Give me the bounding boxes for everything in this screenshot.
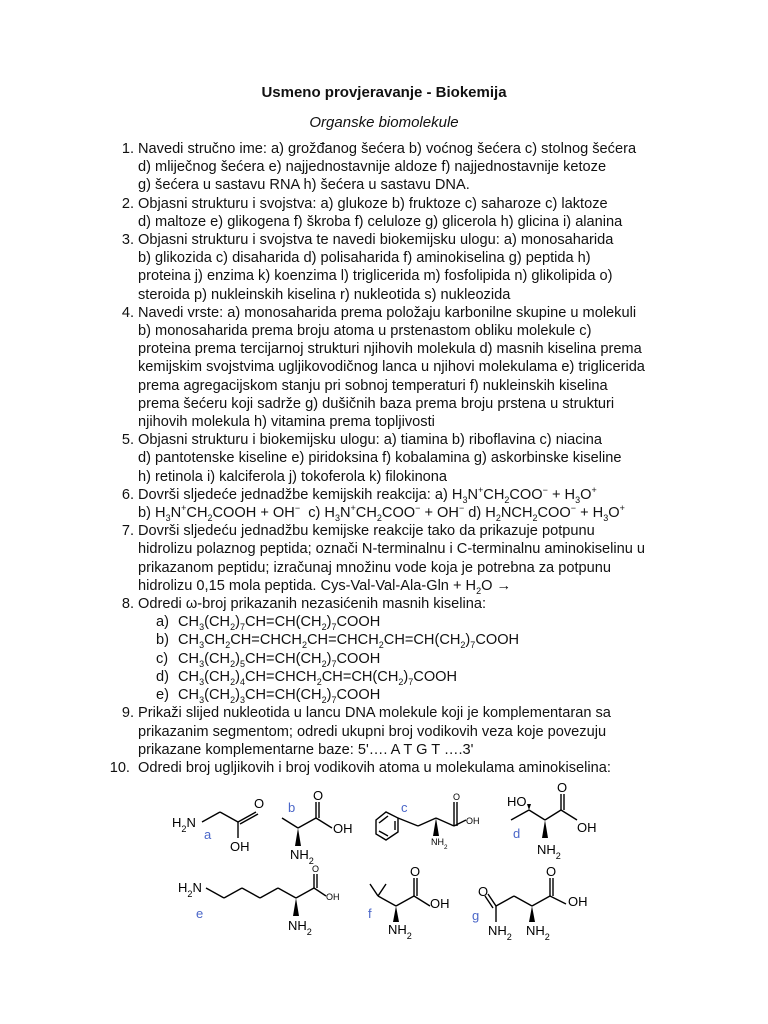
question-text: Dovrši sljedeću jednadžbu kemijske reakcije tako da prikazuje potpunu hidrolizu polaznog peptida; označi N-terminalnu i C-terminalnu aminokiselinu u prikazanom peptidu; izračunaj množinu vode koja je potrebna za potpunu hidrolizu 0,15 mola peptida. $Cys-Val-Val-Ala-Gln + H_2O$ → [138, 523, 645, 596]
alanine-structure [270, 788, 370, 866]
hydroxyl-group: OH [568, 894, 588, 909]
item-letter: c) [156, 650, 169, 667]
question-list [108, 140, 708, 777]
hydroxyl-group: OH [466, 816, 480, 826]
question-5 [108, 431, 708, 486]
molecule-label: c [401, 800, 408, 815]
asparagine-structure [466, 866, 606, 940]
threonine-structure [505, 780, 615, 862]
glycine-structure [170, 796, 270, 856]
item-letter: e) [156, 687, 169, 704]
question-9 [108, 704, 708, 759]
fatty-acid-item [156, 686, 708, 704]
question-number: 3. [121, 232, 134, 249]
molecule-label: g [472, 908, 480, 923]
fatty-acid-list [108, 613, 708, 704]
molecule-threonine [505, 780, 615, 867]
fatty-acid-formula: $CH_3CH_2CH=CHCH_2CH=CHCH_2CH=CH(CH_2)_7COOH$ [178, 632, 520, 651]
question-number: 5. [121, 432, 134, 449]
amine-group: $NH_2$ [431, 837, 448, 851]
fatty-acid-formula: $CH_3(CH_2)_7CH=CH(CH_2)_7COOH$ [178, 614, 381, 633]
carbonyl-oxygen: O [557, 780, 568, 795]
question-number: 2. [121, 195, 134, 212]
document-subtitle: Organske biomolekule [309, 114, 459, 131]
question-number: 10. [109, 759, 130, 776]
hydroxyl-group: OH [326, 892, 340, 902]
carbonyl-oxygen: O [410, 864, 421, 879]
question-number: 4. [121, 304, 134, 321]
hydroxyl-group: OH [230, 839, 250, 854]
fatty-acid-item [156, 650, 708, 668]
question-8 [108, 595, 708, 613]
valine-structure [362, 864, 472, 941]
question-text: Odredi broj ugljikovih i broj vodikovih atoma u molekulama aminokiselina: [138, 759, 611, 776]
amine-group: $NH_2$ [526, 923, 550, 942]
question-10 [108, 759, 708, 777]
question-2 [108, 195, 708, 231]
question-number: 1. [121, 141, 134, 157]
question-text: Objasni strukturu i svojstva te navedi biokemijsku ulogu: a) monosaharida b) glikozida c) disaharida d) polisaharida f) aminokiselina g) peptida h) proteina j) enzima k) koenzima l) triglicerida m) fosfolipida n) glikolipida o) steroida p) nukleinskih kiselina r) nukleotida s) nukleozida [138, 232, 614, 303]
item-letter: d) [156, 668, 169, 685]
document-title: Usmeno provjeravanje - Biokemija [261, 84, 507, 101]
carbonyl-oxygen: O [312, 864, 320, 874]
amide-group: $NH_2$ [488, 923, 512, 942]
carbonyl-oxygen: O [254, 796, 265, 811]
question-number: 7. [121, 523, 134, 540]
molecule-label: b [288, 800, 296, 815]
question-4 [108, 304, 708, 431]
amide-oxygen: O [478, 884, 489, 899]
amine-group: $NH_2$ [288, 918, 312, 937]
question-text: Prikaži slijed nukleotida u lancu DNA molekule koji je komplementaran sa prikazanim segmentom; odredi ukupni broj vodikovih veza koje povezuju prikazane komplementarne baze: 5'…. A T G T ….3' [138, 705, 611, 758]
amine-group: $H_2N$ [172, 815, 196, 834]
molecule-valine [362, 864, 472, 943]
molecule-label: a [204, 827, 212, 842]
molecule-alanine [270, 790, 370, 867]
question-text: Navedi stručno ime: a) grožđanog šećera b) voćnog šećera c) stolnog šećera d) mliječnog šećera e) najjednostavnije aldoze f) najjednostavnije ketoze g) šećera u sastavu RNA h) šećera u sastavu DNA. [138, 141, 637, 194]
molecule-label: f [368, 906, 372, 921]
molecule-label: e [196, 906, 204, 921]
question-1 [108, 140, 708, 195]
question-text: Dovrši sljedeće jednadžbe kemijskih reakcija: a) $H_3N^+CH_2COO^- + H_3O^+$ b) $H_3N^+CH_2COOH + OH^-$ c) $H_3N^+CH_2COO^- + OH^-$ d) $H_2NCH_2COO^- + H_3O^+$ [138, 485, 625, 523]
amine-group: $NH_2$ [290, 847, 314, 866]
fatty-acid-formula: $CH_3(CH_2)_5CH=CH(CH_2)_7COOH$ [178, 650, 381, 669]
fatty-acid-formula: $CH_3(CH_2)_3CH=CH(CH_2)_7COOH$ [178, 687, 381, 705]
fatty-acid-item [156, 613, 708, 631]
fatty-acid-formula: $CH_3(CH_2)_4CH=CHCH_2CH=CH(CH_2)_7COOH$ [178, 668, 458, 687]
molecule-lysine [176, 864, 356, 941]
amine-side-chain: $H_2N$ [178, 880, 202, 899]
hydroxyl-group: OH [333, 821, 353, 836]
fatty-acid-item [156, 668, 708, 686]
question-text: Objasni strukturu i svojstva: a) glukoze b) fruktoze c) saharoze c) laktoze d) maltoze e) glikogena f) škroba f) celuloze g) glicerola h) glicina i) alanina [138, 195, 623, 230]
question-text: Objasni strukturu i biokemijsku ulogu: a) tiamina b) riboflavina c) niacina d) pantotenske kiseline e) piridoksina f) kobalamina g) askorbinske kiseline h) retinola i) kalciferola j) tokoferola k) filokinona [138, 432, 622, 485]
amine-group: $NH_2$ [388, 922, 412, 941]
molecule-asparagine [466, 866, 606, 945]
amine-group: $NH_2$ [537, 842, 561, 861]
question-6 [108, 486, 708, 522]
question-text: Navedi vrste: a) monosaharida prema položaju karbonilne skupine u molekuli b) monosaharida prema broju atoma u prstenastom obliku molekule c) proteina prema tercijarnoj strukturi njihovih molekula d) masnih kiselina prema kemijskim svojstvima ugljikovodičnog lanca u njihovi molekulama e) triglicerida prema agregacijskom stanju pri sobnoj temperaturi f) nukleinskih kiselina prema šećeru koji sadrže g) dušičnih baza prema broju prstena u strukturi njihovih molekula h) vitamina prema topljivosti [138, 304, 645, 431]
question-number: 6. [121, 486, 134, 503]
carbonyl-oxygen: O [453, 792, 461, 802]
question-number: 8. [121, 596, 134, 613]
fatty-acid-item [156, 631, 708, 649]
hydroxyl-group: OH [577, 820, 597, 835]
molecule-label: d [513, 826, 521, 841]
hydroxyl-side-chain: HO [507, 794, 527, 809]
carbonyl-oxygen: O [313, 788, 324, 803]
carbonyl-oxygen: O [546, 864, 557, 879]
item-letter: b) [156, 632, 169, 649]
hydroxyl-group: OH [430, 896, 450, 911]
item-letter: a) [156, 614, 169, 631]
molecule-phenylalanine [368, 790, 498, 867]
question-7 [108, 522, 708, 595]
molecule-glycine [170, 796, 270, 861]
lysine-structure [176, 864, 356, 937]
question-3 [108, 231, 708, 304]
question-text: Odredi ω-broj prikazanih nezasićenih masnih kiselina: [138, 596, 487, 613]
phenylalanine-structure [368, 790, 498, 862]
question-number: 9. [121, 705, 134, 722]
